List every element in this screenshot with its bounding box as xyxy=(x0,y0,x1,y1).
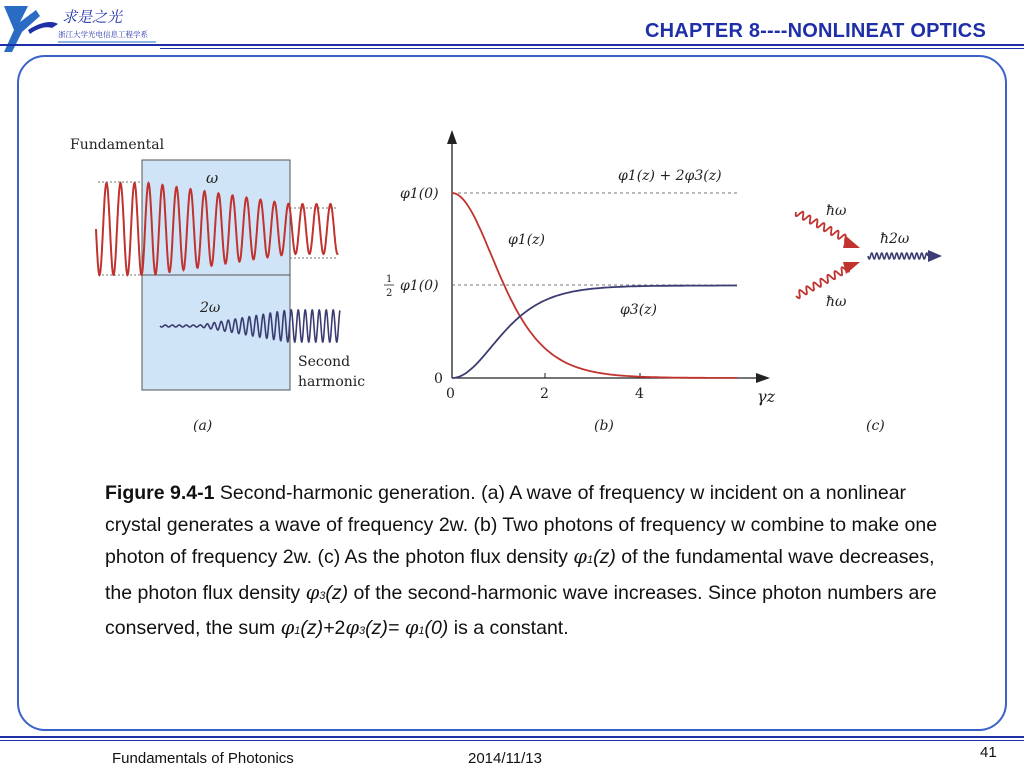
caption-text-2: of the fundamental wave decreases, the photon flux density xyxy=(105,546,935,604)
panel-c-label: (c) xyxy=(866,418,885,434)
bottom-rule xyxy=(0,736,1024,738)
second-label: Second xyxy=(298,354,351,370)
caption-z: (z)= xyxy=(365,617,400,639)
ytick-half: φ1(0) xyxy=(400,278,439,294)
photon-in-top-label: ħω xyxy=(826,203,847,219)
caption-z: (z) xyxy=(593,546,616,568)
photon-in-bottom-arrow xyxy=(843,262,860,274)
caption-z: (z)+ xyxy=(300,617,335,639)
two-omega-label: 2ω xyxy=(200,300,221,316)
panel-a-label: (a) xyxy=(193,418,213,434)
subscript-3: 3 xyxy=(319,589,326,602)
x-axis-arrow xyxy=(756,373,770,383)
panel-a xyxy=(70,137,365,434)
photon-out-wave xyxy=(868,253,928,259)
panel-c xyxy=(796,203,942,434)
subscript-3: 3 xyxy=(359,625,366,637)
phi-symbol: φ xyxy=(305,580,320,604)
phi3-curve xyxy=(452,286,737,379)
caption-two: 2 xyxy=(334,617,346,639)
photon-out-arrow xyxy=(928,250,942,262)
caption-figure-number: Figure 9.4-1 xyxy=(105,482,215,504)
xtick-2: 2 xyxy=(540,386,549,402)
panel-b-label: (b) xyxy=(594,418,614,434)
fundamental-label: Fundamental xyxy=(70,137,165,153)
ytick-half-coef: 1 xyxy=(386,274,393,285)
ytick-zero: 0 xyxy=(434,371,443,387)
xtick-4: 4 xyxy=(635,386,644,402)
phi-symbol: φ xyxy=(345,616,360,639)
footer-date: 2014/11/13 xyxy=(468,750,542,767)
ytick-half-den: 2 xyxy=(386,288,393,299)
panel-b xyxy=(384,130,776,434)
phi-symbol: φ xyxy=(404,616,419,639)
phi1-label: φ1(z) xyxy=(508,232,546,248)
figure-caption xyxy=(105,478,955,648)
caption-z: (z) xyxy=(325,581,349,604)
chapter-title: CHAPTER 8----NONLINEAT OPTICS xyxy=(645,20,986,42)
phi-symbol: φ xyxy=(573,545,587,568)
caption-text-1: Second-harmonic generation. (a) A wave of frequency w incident on a nonlinear crystal generates a wave of frequency 2w. (b) Two photons of frequency w combine to make one photon of frequency 2w. (c) As the photon flux density xyxy=(105,482,938,568)
xtick-0: 0 xyxy=(446,386,455,402)
caption-zero: (0) xyxy=(424,617,449,639)
logo-script: 求是之光 xyxy=(62,8,123,26)
footer-course-title: Fundamentals of Photonics xyxy=(112,750,294,767)
ytick-top: φ1(0) xyxy=(400,186,439,202)
harmonic-label: harmonic xyxy=(298,374,366,390)
omega-label: ω xyxy=(206,169,219,187)
caption-text-4: is a constant. xyxy=(448,617,569,639)
subscript-1: 1 xyxy=(586,554,594,566)
caption-text-3: of the second-harmonic wave increases. Since photon numbers are conserved, the sum xyxy=(105,581,937,639)
photon-out-label: ħ2ω xyxy=(880,231,910,247)
subscript-1: 1 xyxy=(418,625,425,637)
page-number: 41 xyxy=(980,744,997,761)
photon-in-bottom-label: ħω xyxy=(826,294,847,310)
bottom-rule-thin xyxy=(0,740,1024,741)
logo-text: 浙江大学光电信息工程学系 xyxy=(58,30,148,39)
x-axis-label: γz xyxy=(757,387,775,406)
phi-symbol: φ xyxy=(280,616,295,639)
phi3-label: φ3(z) xyxy=(620,302,658,318)
y-axis-arrow xyxy=(447,130,457,144)
sum-label: φ1(z) + 2φ3(z) xyxy=(618,168,722,184)
subscript-1: 1 xyxy=(294,625,301,637)
